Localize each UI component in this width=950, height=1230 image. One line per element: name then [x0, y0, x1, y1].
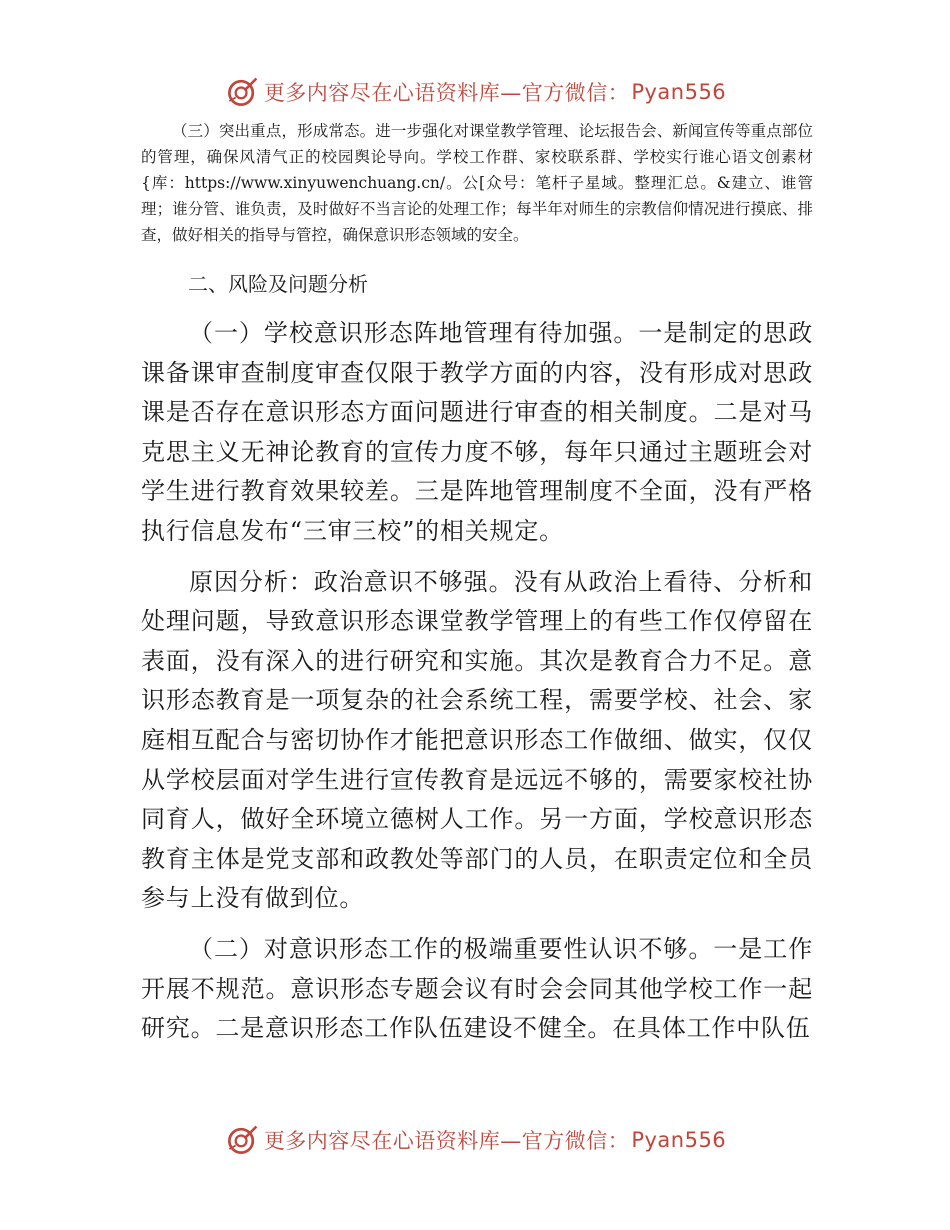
- section-heading: 二、风险及问题分析: [188, 272, 368, 296]
- banner-text: 更多内容尽在心语资料库—官方微信：: [263, 81, 630, 105]
- banner-wechat-id: Pyan556: [631, 1128, 727, 1152]
- brand-logo-icon: [224, 74, 260, 110]
- header-watermark-banner: [0, 72, 950, 112]
- banner-text: 更多内容尽在心语资料库—官方微信：: [263, 1129, 630, 1153]
- paragraph-importance-awareness: （二）对意识形态工作的极端重要性认识不够。一是工作开展不规范。意识形态专题会议有时会会同其他学校工作一起研究。二是意识形态工作队伍建设不健全。在具体工作中队伍: [141, 934, 813, 1043]
- brand-logo-icon: [224, 1122, 260, 1158]
- banner-wechat-id: Pyan556: [631, 80, 727, 104]
- paragraph-cause-analysis: 原因分析：政治意识不够强。没有从政治上看待、分析和处理问题，导致意识形态课堂教学管理上的有些工作仅停留在表面，没有深入的进行研究和实施。其次是教育合力不足。意识形态教育是一项复杂的社会系统工程，需要学校、社会、家庭相互配合与密切协作才能把意识形态工作做细、做实，仅仅从学校层面对学生进行宣传教育是远远不够的，需要家校社协同育人，做好全环境立德树人工作。另一方面，学校意识形态教育主体是党支部和政教处等部门的人员，在职责定位和全员参与上没有做到位。: [141, 567, 813, 913]
- document-body: [141, 118, 813, 1060]
- footer-watermark-banner: [0, 1120, 950, 1160]
- paragraph-prominent-focus: （三）突出重点，形成常态。进一步强化对课堂教学管理、论坛报告会、新闻宣传等重点部位的管理，确保风清气正的校园舆论导向。学校工作群、家校联系群、学校实行谁心语文创素材{库：https://www.xinyuwenchuang.cn/。公[众号：笔杆子星域。整理汇总。&建立、谁管理；谁分管、谁负责，及时做好不当言论的处理工作；每半年对师生的宗教信仰情况进行摸底、排查，做好相关的指导与管控，确保意识形态领域的安全。: [141, 122, 813, 244]
- paragraph-positions-management: （一）学校意识形态阵地管理有待加强。一是制定的思政课备课审查制度审查仅限于教学方面的内容，没有形成对思政课是否存在意识形态方面问题进行审查的相关制度。二是对马克思主义无神论教育的宣传力度不够，每年只通过主题班会对学生进行教育效果较差。三是阵地管理制度不全面，没有严格执行信息发布“三审三校”的相关规定。: [141, 319, 813, 545]
